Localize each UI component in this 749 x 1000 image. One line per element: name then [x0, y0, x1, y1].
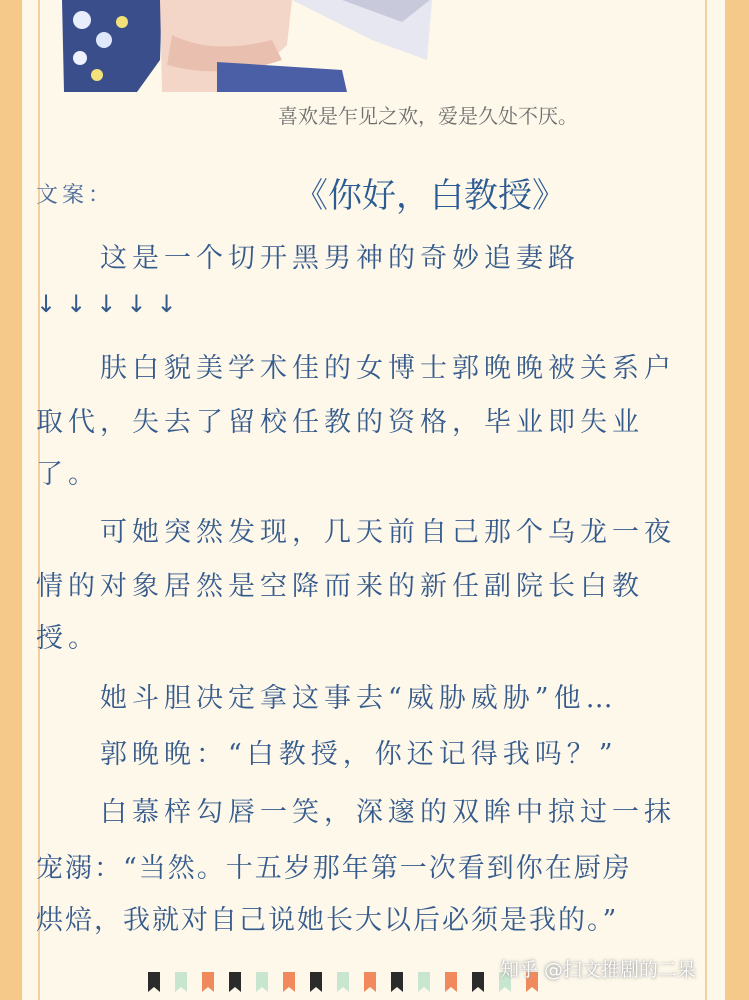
line-12: 烘焙，我就对自己说她长大以后必须是我的。” — [36, 905, 619, 936]
synopsis-label: 文案： — [36, 183, 115, 208]
book-title: 《你好，白教授》 — [294, 176, 566, 216]
bookmark-tick — [337, 972, 349, 992]
bookmark-tick — [445, 972, 457, 992]
line-7: 授。 — [36, 623, 100, 654]
bookmark-tick — [364, 972, 376, 992]
line-11: 宠溺：“当然。十五岁那年第一次看到你在厨房 — [36, 853, 632, 884]
line-6: 情的对象居然是空降而来的新任副院长白教 — [36, 571, 644, 602]
line-9: 郭晚晚：“白教授，你还记得我吗？” — [100, 739, 618, 770]
bookmark-tick — [256, 972, 268, 992]
bookmark-tick — [472, 972, 484, 992]
anime-illustration — [42, 0, 432, 96]
line-1: 这是一个切开黑男神的奇妙追妻路 — [100, 243, 580, 274]
line-8: 她斗胆决定拿这事去“威胁威胁”他… — [100, 683, 618, 714]
bookmark-tick — [283, 972, 295, 992]
bookmark-tick — [202, 972, 214, 992]
bookmark-tick — [418, 972, 430, 992]
line-3: 取代，失去了留校任教的资格，毕业即失业 — [36, 407, 644, 438]
bookmark-tick — [175, 972, 187, 992]
bookmark-tick — [148, 972, 160, 992]
document-page — [22, 0, 725, 1000]
line-10: 白慕梓勾唇一笑，深邃的双眸中掠过一抹 — [100, 797, 676, 828]
zhihu-watermark: 知乎 @扫文推剧的二呆 — [500, 959, 697, 981]
down-arrows: ↓↓↓↓↓ — [36, 290, 187, 318]
bookmark-tick — [229, 972, 241, 992]
tagline-quote: 喜欢是乍见之欢，爱是久处不厌。 — [278, 104, 578, 128]
line-4: 了。 — [36, 459, 100, 490]
line-2: 肤白貌美学术佳的女博士郭晚晚被关系户 — [100, 353, 676, 384]
bookmark-ticks — [148, 972, 538, 994]
bookmark-tick — [310, 972, 322, 992]
bookmark-tick — [391, 972, 403, 992]
line-5: 可她突然发现，几天前自己那个乌龙一夜 — [100, 517, 676, 548]
